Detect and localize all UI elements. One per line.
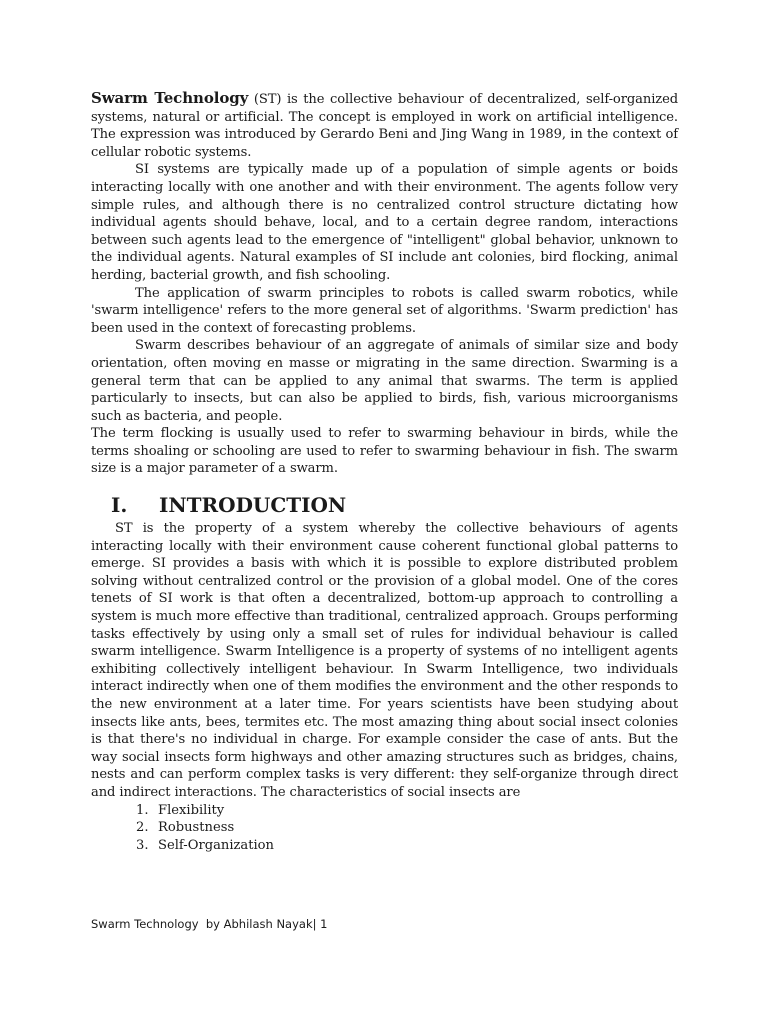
list-item: [136, 802, 678, 820]
paragraph-3: The application of swarm principles to robots is called swarm robotics, while 'swarm intelligence' refers to the more general set of algorithms. 'Swarm prediction' has been used in the context of forecasting problems.: [91, 285, 678, 336]
characteristics-list: [91, 802, 678, 855]
section-paragraph: ST is the property of a system whereby the collective behaviours of agents interacting locally with their environment cause coherent functional global patterns to emerge. SI provides a basis with which it is possible to explore distributed problem solving without centralized control or the provision of a global model. One of the cores tenets of SI work is that often a decentralized, bottom-up approach to controlling a system is much more effective than traditional, centralized approach. Groups performing tasks effectively by using only a small set of rules for individual behaviour is called swarm intelligence. Swarm Intelligence is a property of systems of no intelligent agents exhibiting collectively intelligent behaviour. In Swarm Intelligence, two individuals interact indirectly when one of them modifies the environment and the other responds to the new environment at a later time. For years scientists have been studying about insects like ants, bees, termites etc. The most amazing thing about social insect colonies is that there's no individual in charge. For example consider the case of ants. But the way social insects form highways and other amazing structures such as bridges, chains, nests and can perform complex tasks is very different: they self-organize through direct and indirect interactions. The characteristics of social insects are: [91, 521, 678, 800]
list-marker: 2.: [136, 820, 149, 836]
document-body: [91, 90, 678, 854]
paragraph-5: The term flocking is usually used to refer to swarming behaviour in birds, while the terms shoaling or schooling are used to refer to swarming behaviour in fish. The swarm size is a major parameter of a swarm.: [91, 426, 678, 477]
section-number: I.: [111, 493, 128, 518]
list-item-text: Self-Organization: [158, 837, 274, 853]
list-marker: 1.: [136, 802, 149, 818]
paragraph-2: SI systems are typically made up of a population of simple agents or boids interacting locally with one another and with their environment. The agents follow very simple rules, and although there is no centralized control structure dictating how individual agents should behave, local, and to a certain degree random, interactions between such agents lead to the emergence of "intelligent" global behavior, unknown to the individual agents. Natural examples of SI include ant colonies, bird flocking, animal herding, bacterial growth, and fish schooling.: [91, 162, 678, 283]
list-item-text: Flexibility: [158, 802, 225, 818]
list-item: [136, 819, 678, 837]
paragraph-4: Swarm describes behaviour of an aggregate of animals of similar size and body orientation, often moving en masse or migrating in the same direction. Swarming is a general term that can be applied to any animal that swarms. The term is applied particularly to insects, but can also be applied to birds, fish, various microorganisms such as bacteria, and people.: [91, 338, 678, 424]
list-item-text: Robustness: [158, 820, 235, 836]
list-item: [136, 837, 678, 855]
page-footer: Swarm Technology by Abhilash Nayak| 1: [91, 917, 328, 931]
intro-term: Swarm Technology: [91, 89, 249, 107]
paragraph-1: [91, 90, 678, 161]
section-heading: [91, 492, 678, 518]
paragraph-1-text: (ST) is the collective behaviour of decentralized, self-organized systems, natural or artificial. The concept is employed in work on artificial intelligence. The expression was introduced by Gerardo Beni and Jing Wang in 1989, in the context of cellular robotic systems.: [91, 92, 679, 160]
section-title: INTRODUCTION: [159, 493, 347, 518]
list-marker: 3.: [136, 837, 149, 853]
